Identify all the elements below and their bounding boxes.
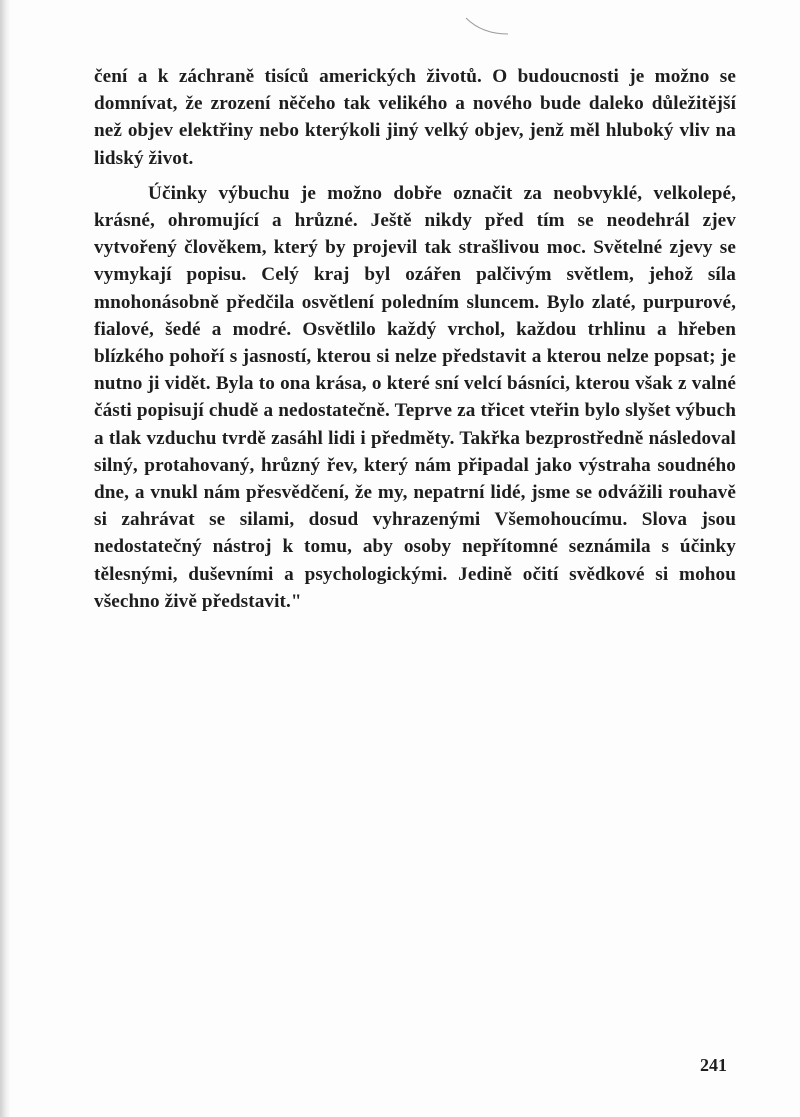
- paragraph-continuation: čení a k záchraně tisíců amerických životů. O budoucnosti je možno se domnívat, že zrození něčeho tak velikého a nového bude daleko důležitější než objev elektřiny nebo kterýkoli jiný velký objev, jenž měl hluboký vliv na lidský život.: [94, 66, 736, 169]
- page-binding-shadow: [0, 0, 10, 1117]
- page-body-text: [94, 63, 736, 615]
- paragraph-explosion-effects: Účinky výbuchu je možno dobře označit za neobvyklé, velkolepé, krásné, ohromující a hrůzné. Ještě nikdy před tím se neodehrál zjev vytvořený člověkem, který by projevil tak strašlivou moc. Světelné zjevy se vymykají popisu. Celý kraj byl ozářen palčivým světlem, jehož síla mnohonásobně předčila osvětlení poledním sluncem. Bylo zlaté, purpurové, fialové, šedé a modré. Osvětlilo každý vrchol, každou trhlinu a hřeben blízkého pohoří s jasností, kterou si nelze představit a kterou nelze popsat; je nutno ji vidět. Byla to ona krása, o které sní velcí básníci, kterou však z valné části popisují chudě a nedostatečně. Teprve za třicet vteřin bylo slyšet výbuch a tlak vzduchu tvrdě zasáhl lidi i předměty. Takřka bezprostředně následoval silný, protahovaný, hrůzný řev, který nám připadal jako výstraha soudného dne, a vnukl nám přesvědčení, že my, nepatrní lidé, jsme se odvážili rouhavě si zahrávat se silami, dosud vyhrazenými Všemohoucímu. Slova jsou nedostatečný nástroj k tomu, aby osoby nepřítomné seznámila s účinky tělesnými, duševními a psychologickými. Jedině očití svědkové si mohou všechno živě představit.": [94, 182, 736, 612]
- scan-smudge-mark: [464, 14, 510, 38]
- page-number: 241: [700, 1055, 727, 1075]
